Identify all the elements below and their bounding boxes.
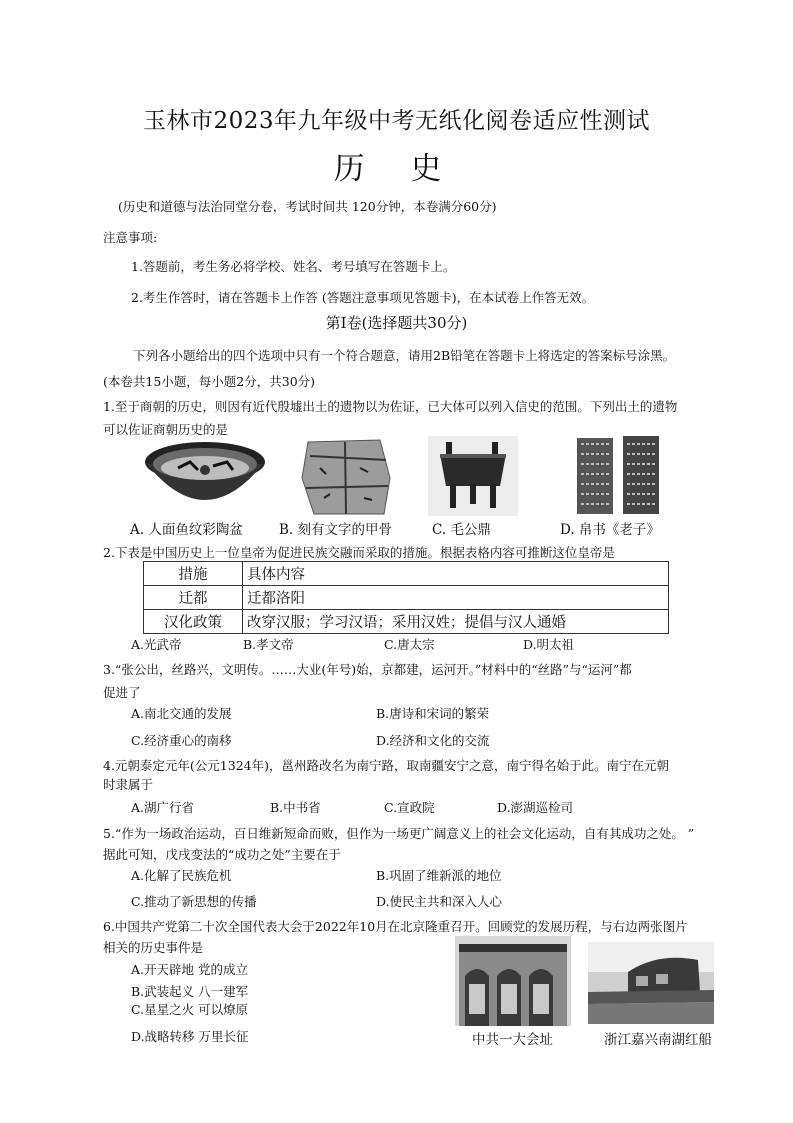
question-5-stem-cont: 据此可知，戊戌变法的“成功之处”主要在于 [103, 847, 341, 862]
question-6-option-a[interactable]: A.开天辟地 党的成立 [131, 962, 248, 977]
exam-note: (历史和道德与法治同堂分卷，考试时间共 120分钟，本卷满分60分) [118, 199, 497, 214]
question-4-option-b[interactable]: B.中书省 [270, 800, 321, 815]
table-row [144, 610, 669, 634]
red-boat-caption: 浙江嘉兴南湖红船 [604, 1032, 712, 1048]
question-1-option-a[interactable]: A. 人面鱼纹彩陶盆 [130, 522, 243, 538]
question-3-stem-cont: 促进了 [103, 685, 141, 700]
question-4-option-a[interactable]: A.湖广行省 [131, 800, 195, 815]
notice-item: 1.答题前，考生务必将学校、姓名、考号填写在答题卡上。 [131, 259, 456, 274]
question-3-option-c[interactable]: C.经济重心的南移 [131, 733, 232, 748]
question-5-option-c[interactable]: C.推动了新思想的传播 [131, 894, 257, 909]
exam-title: 玉林市2023年九年级中考无纸化阅卷适应性测试 [142, 108, 651, 134]
section-scope: (本卷共15小题，每小题2分，共30分) [103, 374, 316, 389]
question-6-stem: 6.中国共产党第二十次全国代表大会于2022年10月在北京隆重召开。回顾党的发展历程，与右边两张图片 [103, 919, 688, 934]
table-cell: 迁都 [144, 586, 243, 610]
section-instruction: 下列各小题给出的四个选项中只有一个符合题意，请用2B铅笔在答题卡上将选定的答案标号涂黑。 [133, 348, 676, 363]
question-5-stem: 5.“作为一场政治运动，百日维新短命而败，但作为一场更广阔意义上的社会文化运动，自有其成功之处。 ” [103, 826, 695, 841]
question-4-option-c[interactable]: C.宣政院 [384, 800, 435, 815]
table-cell: 措施 [144, 562, 243, 586]
question-1-option-c[interactable]: C. 毛公鼎 [432, 522, 491, 538]
question-4-stem: 4.元朝泰定元年(公元1324年)，邕州路改名为南宁路，取南疆安宁之意，南宁得名始于此。南宁在元朝 [103, 758, 669, 773]
question-4-stem-cont: 时隶属于 [103, 777, 154, 792]
table-cell: 改穿汉服；学习汉语；采用汉姓；提倡与汉人通婚 [243, 610, 669, 634]
question-5-option-d[interactable]: D.使民主共和深入人心 [376, 894, 503, 909]
cpc-first-congress-site-image [455, 936, 571, 1026]
question-5-option-a[interactable]: A.化解了民族危机 [131, 868, 232, 883]
question-6-option-b[interactable]: B.武装起义 八一建军 [131, 984, 249, 999]
notice-heading: 注意事项: [103, 230, 158, 245]
silk-book-laozi-image [573, 436, 663, 516]
first-congress-caption: 中共一大会址 [472, 1032, 553, 1048]
question-2-stem: 2.下表是中国历史上一位皇帝为促进民族交融而采取的措施。根据表格内容可推断这位皇帝是 [103, 545, 615, 560]
question-6-option-d[interactable]: D.战略转移 万里长征 [131, 1029, 249, 1044]
question-2-option-c[interactable]: C.唐太宗 [384, 637, 435, 652]
maogong-ding-image [428, 436, 518, 516]
question-1-stem: 1.至于商朝的历史，则因有近代殷墟出土的遗物以为佐证，已大体可以列入信史的范围。下列出土的遗物 [103, 399, 678, 414]
table-cell: 迁都洛阳 [243, 586, 669, 610]
question-2-option-d[interactable]: D.明太祖 [523, 637, 575, 652]
question-6-stem-cont: 相关的历史事件是 [103, 940, 204, 955]
oracle-bone-image [300, 438, 392, 516]
question-3-stem: 3.“张公出，丝路兴，文明传。……大业(年号)始，京都建，运河开。”材料中的“丝路”与“运河”都 [103, 662, 632, 677]
table-row [144, 562, 669, 586]
notice-item: 2.考生作答时，请在答题卡上作答 (答题注意事项见答题卡)，在本试卷上作答无效。 [131, 290, 595, 305]
table-row [144, 586, 669, 610]
question-3-option-a[interactable]: A.南北交通的发展 [131, 706, 232, 721]
question-2-option-b[interactable]: B.孝文帝 [243, 637, 294, 652]
section-title: 第Ⅰ卷(选择题共30分) [325, 314, 468, 332]
question-4-option-d[interactable]: D.澎湖巡检司 [497, 800, 574, 815]
subject-title: 历 史 [333, 151, 460, 187]
question-3-option-b[interactable]: B.唐诗和宋词的繁荣 [376, 706, 490, 721]
question-1-stem-cont: 可以佐证商朝历史的是 [103, 422, 229, 437]
painted-pottery-basin-image [143, 440, 267, 516]
table-cell: 具体内容 [243, 562, 669, 586]
question-1-option-b[interactable]: B. 刻有文字的甲骨 [279, 522, 393, 538]
question-3-option-d[interactable]: D.经济和文化的交流 [376, 733, 490, 748]
jiaxing-red-boat-image [588, 942, 714, 1024]
question-5-option-b[interactable]: B.巩固了维新派的地位 [376, 868, 502, 883]
question-6-option-c[interactable]: C.星星之火 可以燎原 [131, 1002, 249, 1017]
question-1-option-d[interactable]: D. 帛书《老子》 [560, 522, 660, 538]
question-2-option-a[interactable]: A.光武帝 [131, 637, 182, 652]
emperor-measures-table [143, 561, 669, 634]
table-cell: 汉化政策 [144, 610, 243, 634]
